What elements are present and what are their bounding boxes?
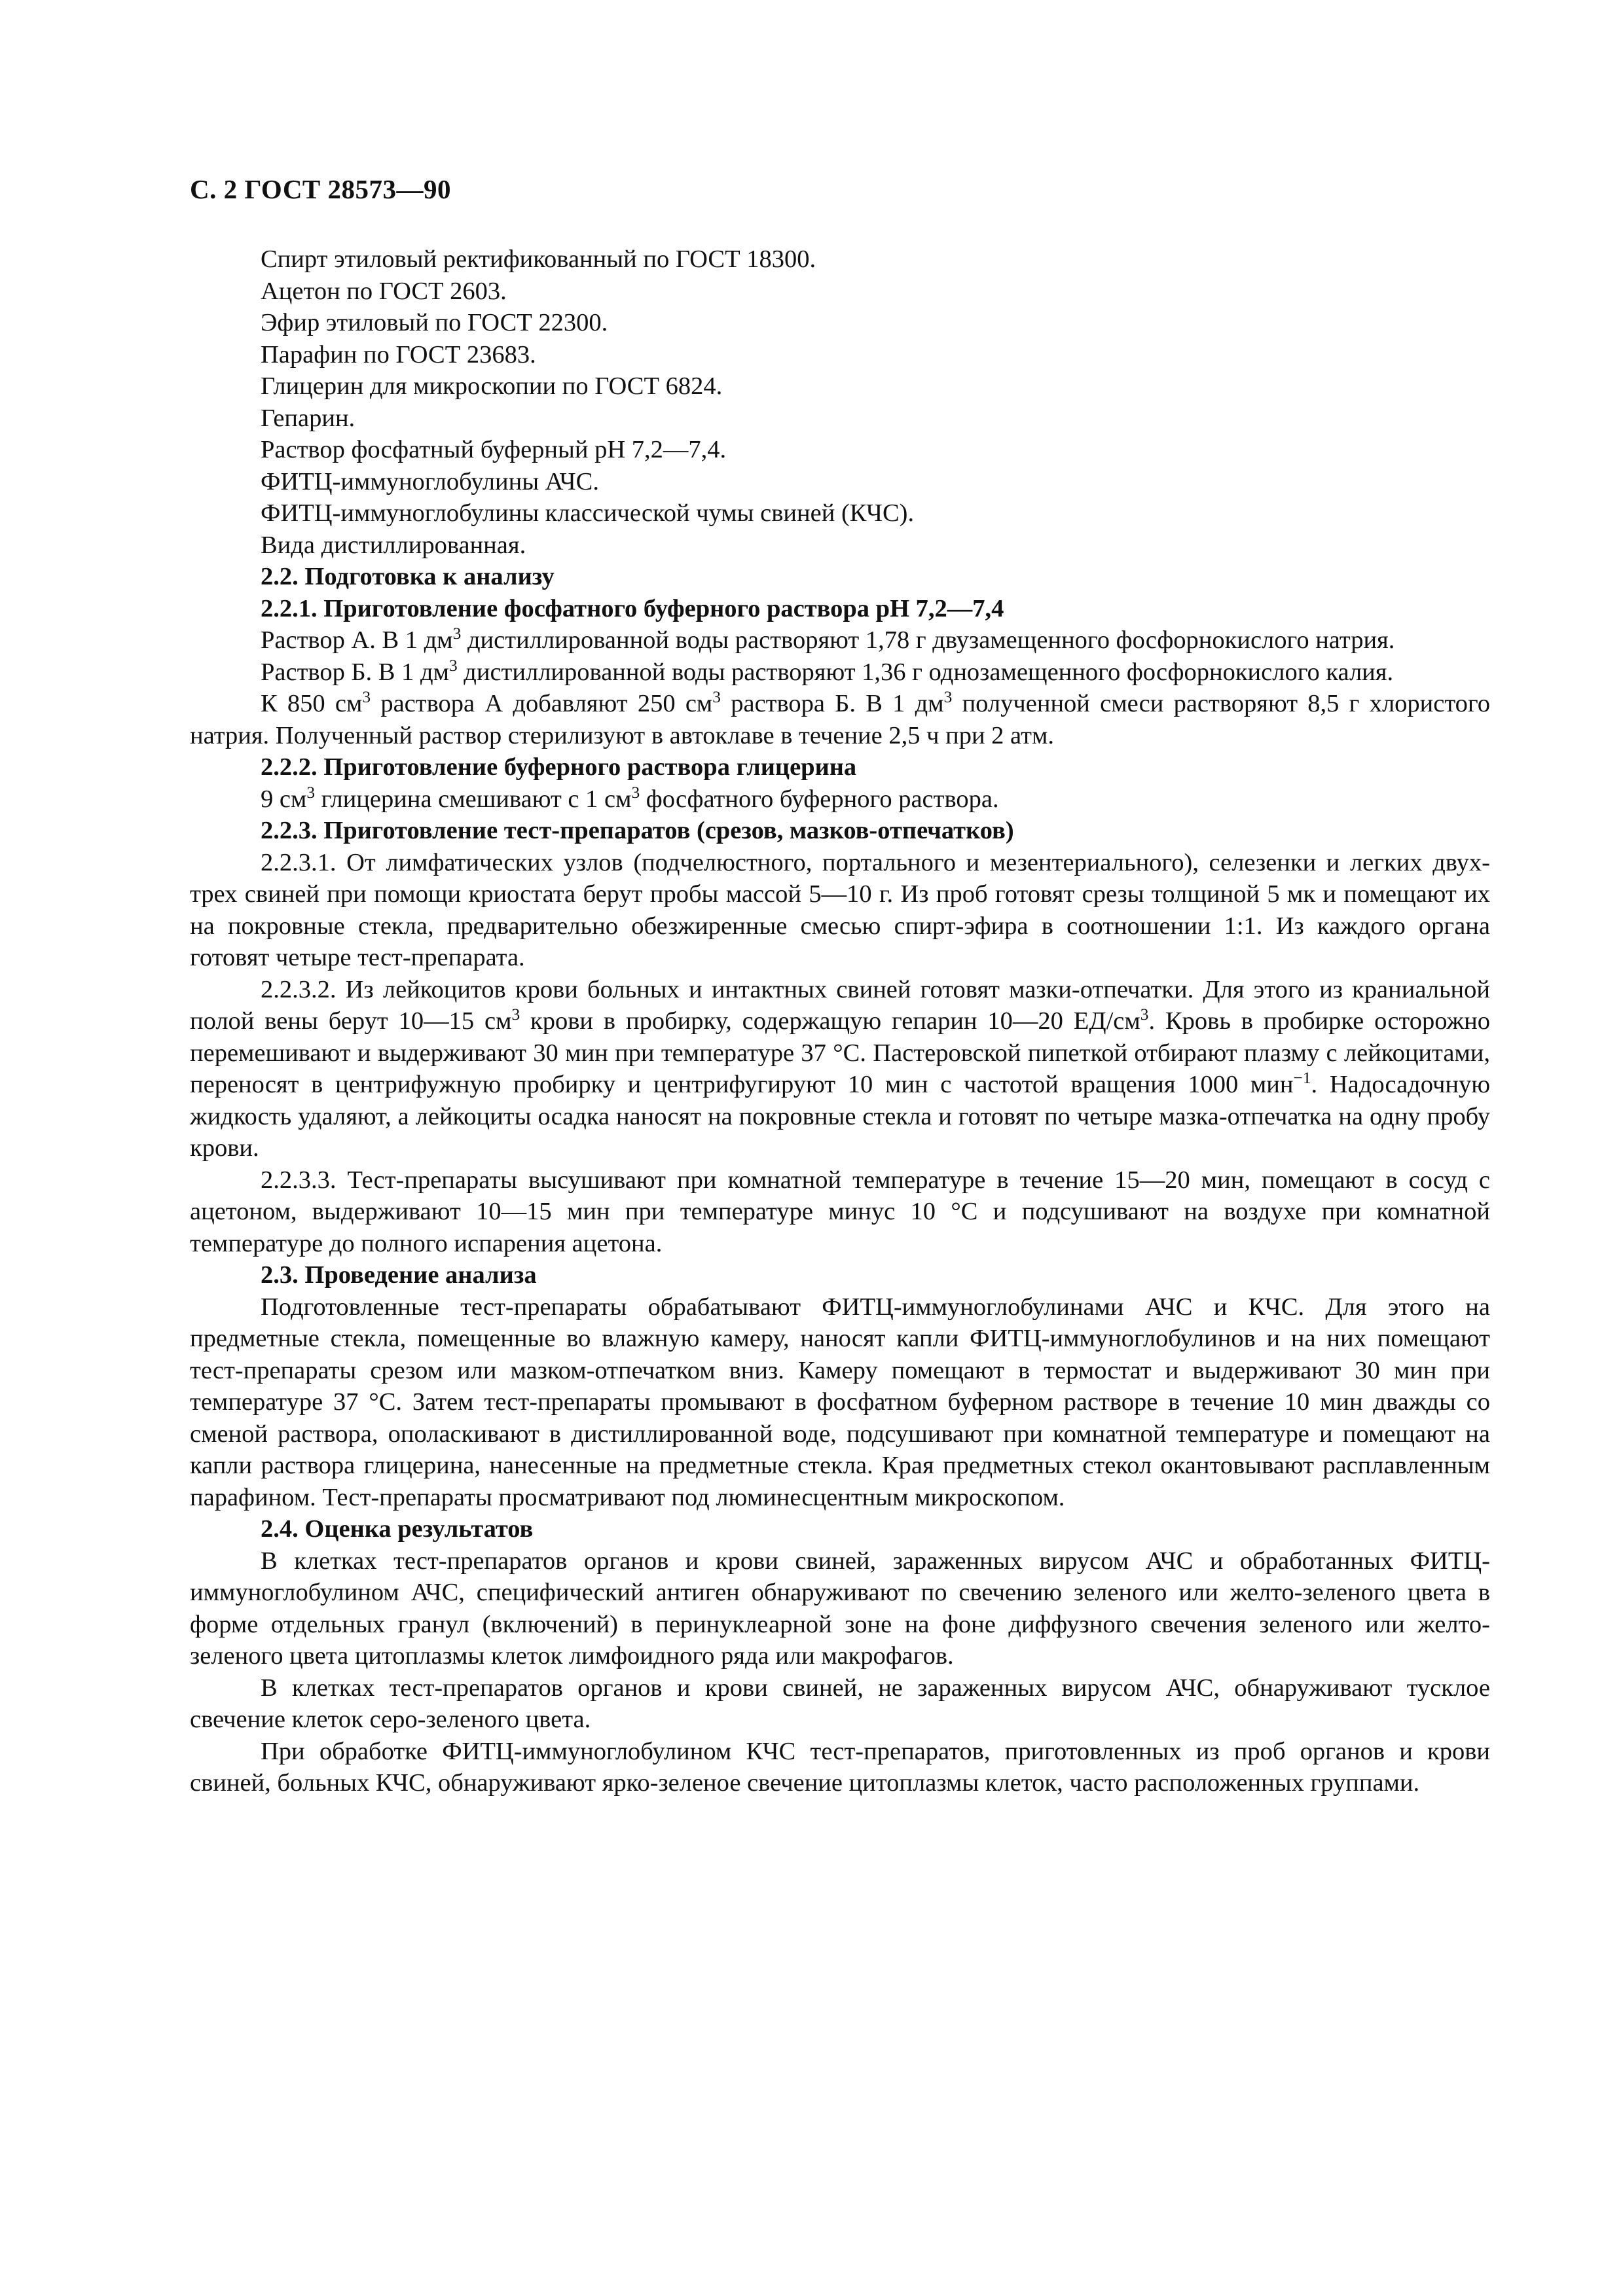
superscript: 3: [306, 783, 316, 802]
text-run: дистиллированной воды растворяют 1,78 г двузамещенного фосфорнокислого натрия.: [461, 626, 1395, 654]
section-heading-2-2: 2.2. Подготовка к анализу: [261, 563, 555, 590]
section-heading-2-2-1: 2.2.1. Приготовление фосфатного буферного раствора pH 7,2—7,4: [261, 594, 1004, 622]
text-run: 2.2.3.2. Из лейкоцитов крови больных и интактных свиней готовят мазки-отпечатки. Для этого из краниальной полой вены берут 10—15 см: [190, 975, 1490, 1035]
paragraph-mixing: [190, 688, 1490, 751]
text-run: 9 см: [261, 785, 307, 813]
reagent-item: Эфир этиловый по ГОСТ 22300.: [261, 309, 608, 336]
section-heading-2-2-3: 2.2.3. Приготовление тест-препаратов (срезов, мазков-отпечатков): [261, 817, 1014, 844]
paragraph-results-2: В клетках тест-препаратов органов и крови свиней, не зараженных вирусом АЧС, обнаруживают тусклое свечение клеток серо-зеленого цвета.: [190, 1674, 1490, 1733]
superscript: 3: [511, 1005, 520, 1024]
reagent-item: Ацетон по ГОСТ 2603.: [261, 277, 507, 305]
paragraph-solution-b: [190, 656, 1490, 689]
text-run: К 850 см: [261, 690, 363, 717]
reagent-item: Спирт этиловый ректификованный по ГОСТ 18300.: [261, 245, 816, 273]
reagent-item: ФИТЦ-иммуноглобулины классической чумы свиней (КЧС).: [261, 499, 915, 527]
text-run: Раствор Б. В 1 дм: [261, 658, 449, 686]
text-run: дистиллированной воды растворяют 1,36 г однозамещенного фосфорнокислого калия.: [457, 658, 1394, 686]
text-run: раствора Б. В 1 дм: [721, 690, 944, 717]
reagent-item: ФИТЦ-иммуноглобулины АЧС.: [261, 467, 599, 495]
text-run: . Надосадочную жидкость удаляют, а лейкоциты осадка наносят на покровные стекла и готовят по четыре мазка-отпечатка на одну пробу крови.: [190, 1071, 1491, 1162]
superscript: 3: [943, 688, 953, 707]
paragraph-2-2-3-2: [190, 974, 1490, 1164]
text-run: Раствор А. В 1 дм: [261, 626, 453, 654]
text-run: раствора А добавляют 250 см: [371, 690, 713, 717]
section-heading-2-4: 2.4. Оценка результатов: [261, 1515, 534, 1543]
reagent-item: Глицерин для микроскопии по ГОСТ 6824.: [261, 372, 723, 400]
paragraph-2-2-3-1: 2.2.3.1. От лимфатических узлов (подчелюстного, портального и мезентериального), селезенки и легких двух-трех свиней при помощи криостата берут пробы массой 5—10 г. Из проб готовят срезы толщиной 5 мк и помещают их на покровные стекла, предварительно обезжиренные смесью спирт-эфира в соотношении 1:1. Из каждого органа готовят четыре тест-препарата.: [190, 848, 1490, 971]
document-body: [190, 243, 1490, 1799]
reagent-list: [190, 243, 1490, 561]
text-run: . Кровь в пробирке осторожно перемешивают и выдерживают 30 мин при температуре 37 °С. Пастеровской пипеткой отбирают плазму с лейкоцитами, переносят в центрифужную пробирку и центрифугируют 10 мин с частотой вращения 1000 мин: [190, 1007, 1490, 1098]
paragraph-2-2-3-3: 2.2.3.3. Тест-препараты высушивают при комнатной температуре в течение 15—20 мин, помещают в сосуд с ацетоном, выдерживают 10—15 мин при температуре минус 10 °С и подсушивают на воздухе при комнатной температуре до полного испарения ацетона.: [190, 1166, 1490, 1257]
superscript: 3: [362, 688, 371, 707]
reagent-item: Гепарин.: [261, 404, 356, 432]
paragraph-glycerin-buffer: [190, 783, 1490, 816]
text-run: фосфатного буферного раствора.: [640, 785, 999, 813]
superscript: 3: [1140, 1005, 1149, 1024]
paragraph-results-3: При обработке ФИТЦ-иммуноглобулином КЧС тест-препаратов, приготовленных из проб органов и крови свиней, больных КЧС, обнаруживают ярко-зеленое свечение цитоплазмы клеток, часто расположенных группами.: [190, 1737, 1490, 1797]
paragraph-analysis: Подготовленные тест-препараты обрабатывают ФИТЦ-иммуноглобулинами АЧС и КЧС. Для этого на предметные стекла, помещенные во влажную камеру, наносят капли ФИТЦ-иммуноглобулинов и на них помещают тест-препараты срезом или мазком-отпечатком вниз. Камеру помещают в термостат и выдерживают 30 мин при температуре 37 °С. Затем тест-препараты промывают в фосфатном буферном растворе в течение 10 мин дважды со сменой раствора, ополаскивают в дистиллированной воде, подсушивают при комнатной температуре и помещают на капли раствора глицерина, нанесенные на предметные стекла. Края предметных стекол окантовывают расплавленным парафином. Тест-препараты просматривают под люминесцентным микроскопом.: [190, 1293, 1490, 1511]
superscript: 3: [452, 624, 462, 643]
superscript: 3: [631, 783, 640, 802]
text-run: крови в пробирку, содержащую гепарин 10—20 ЕД/см: [520, 1007, 1140, 1035]
running-header: С. 2 ГОСТ 28573—90: [190, 174, 452, 204]
reagent-item: Вида дистиллированная.: [261, 531, 526, 559]
superscript: 3: [712, 688, 721, 707]
reagent-item: Парафин по ГОСТ 23683.: [261, 340, 536, 368]
section-heading-2-2-2: 2.2.2. Приготовление буферного раствора глицерина: [261, 753, 857, 781]
superscript: −1: [1293, 1069, 1311, 1088]
text-run: полученной смеси растворяют 8,5 г хлористого натрия. Полученный раствор стерилизуют в автоклаве в течение 2,5 ч при 2 атм.: [190, 690, 1491, 749]
superscript: 3: [448, 656, 458, 675]
reagent-item: Раствор фосфатный буферный pH 7,2—7,4.: [261, 436, 727, 463]
section-heading-2-3: 2.3. Проведение анализа: [261, 1261, 537, 1289]
paragraph-results-1: В клетках тест-препаратов органов и крови свиней, зараженных вирусом АЧС и обработанных ФИТЦ-иммуноглобулином АЧС, специфический антиген обнаруживают по свечению зеленого или желто-зеленого цвета в форме отдельных гранул (включений) в перинуклеарной зоне на фоне диффузного свечения зеленого или желто-зеленого цвета цитоплазмы клеток лимфоидного ряда или макрофагов.: [190, 1547, 1490, 1670]
paragraph-solution-a: [190, 624, 1490, 656]
text-run: глицерина смешивают с 1 см: [315, 785, 632, 813]
